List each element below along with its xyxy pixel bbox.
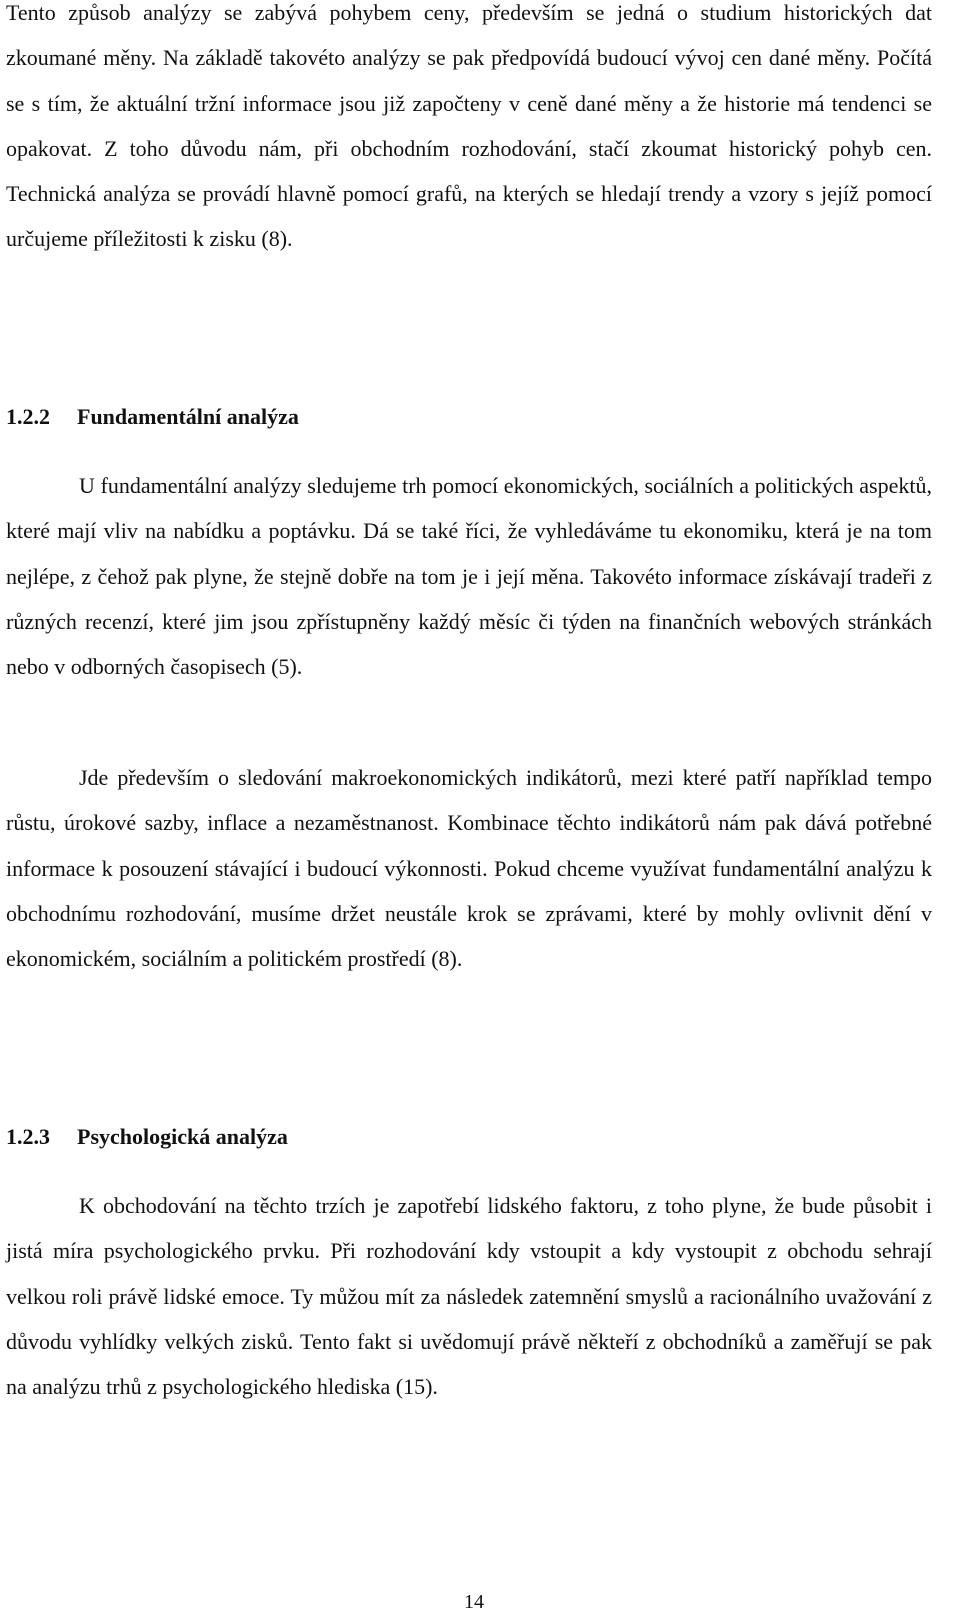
- page-number: 14: [464, 1591, 484, 1613]
- paragraph-psychological-analysis: K obchodování na těchto trzích je zapotřebí lidského faktoru, z toho plyne, že bude působit i jistá míra psychologického prvku. Při rozhodování kdy vstoupit a kdy vystoupit z obchodu sehrají velkou roli právě lidské emoce. Ty můžou mít za následek zatemnění smyslů a racionálního uvažování z důvodu vyhlídky velkých zisků. Tento fakt si uvědomují právě někteří z obchodníků a zaměřují se pak na analýzu trhů z psychologického hlediska (15).: [6, 1193, 932, 1400]
- paragraph-fundamental-analysis-2: Jde především o sledování makroekonomických indikátorů, mezi které patří například tempo růstu, úrokové sazby, inflace a nezaměstnanost. Kombinace těchto indikátorů nám pak dává potřebné informace k posouzení stávající i budoucí výkonnosti. Pokud chceme využívat fundamentální analýzu k obchodnímu rozhodování, musíme držet neustále krok se zprávami, které by mohly ovlivnit dění v ekonomickém, sociálním a politickém prostředí (8).: [6, 765, 932, 972]
- paragraph-technical-analysis: Tento způsob analýzy se zabývá pohybem ceny, především se jedná o studium historických dat zkoumané měny. Na základě takovéto analýzy se pak předpovídá budoucí vývoj cen dané měny. Počítá se s tím, že aktuální tržní informace jsou již započteny v ceně dané měny a že historie má tendenci se opakovat. Z toho důvodu nám, při obchodním rozhodování, stačí zkoumat historický pohyb cen. Technická analýza se provádí hlavně pomocí grafů, na kterých se hledají trendy a vzory s jejíž pomocí určujeme příležitosti k zisku (8).: [6, 0, 932, 252]
- section-title: Fundamentální analýza: [77, 404, 299, 429]
- section-heading-fundamental-analysis: [6, 402, 299, 432]
- paragraph-fundamental-analysis-1: U fundamentální analýzy sledujeme trh pomocí ekonomických, sociálních a politických aspektů, které mají vliv na nabídku a poptávku. Dá se také říci, že vyhledáváme tu ekonomiku, která je na tom nejlépe, z čehož pak plyne, že stejně dobře na tom je i její měna. Takovéto informace získávají tradeři z různých recenzí, které jim jsou zpřístupněny každý měsíc či týden na finančních webových stránkách nebo v odborných časopisech (5).: [6, 473, 932, 680]
- section-heading-psychological-analysis: [6, 1122, 288, 1152]
- section-number: 1.2.3: [6, 1124, 50, 1149]
- section-title: Psychologická analýza: [77, 1124, 288, 1149]
- section-number: 1.2.2: [6, 404, 50, 429]
